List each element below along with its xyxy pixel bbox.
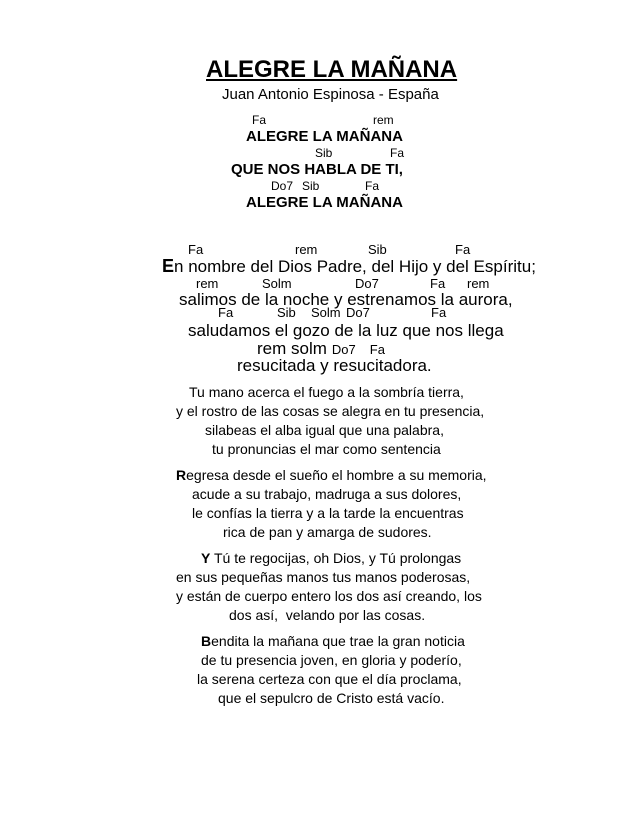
lyric-line xyxy=(162,257,536,275)
chord: Do7 xyxy=(346,305,370,320)
chord: Fa xyxy=(218,305,234,320)
chord: Fa xyxy=(455,242,471,257)
verse-line xyxy=(176,468,487,482)
chord: Fa xyxy=(188,242,204,257)
verse-line: dos así, velando por las cosas. xyxy=(229,607,426,623)
chord: Fa xyxy=(431,305,447,320)
verse-line: la serena certeza con que el día proclama, xyxy=(197,671,462,687)
chord: rem xyxy=(373,113,394,127)
lyric-line: saludamos el gozo de la luz que nos llega xyxy=(188,321,504,340)
chord: Solm xyxy=(311,305,341,320)
chord: Fa xyxy=(252,113,267,127)
song-title: ALEGRE LA MAÑANA xyxy=(206,56,458,83)
verse-line: rica de pan y amarga de sudores. xyxy=(223,524,432,540)
drop-initial: Y xyxy=(201,550,211,566)
song-author: Juan Antonio Espinosa - España xyxy=(222,86,439,103)
verse-text: endita la mañana que trae la gran noticia xyxy=(211,633,465,649)
chord: Do7 xyxy=(331,342,356,357)
chord: Fa xyxy=(430,276,446,291)
chord: Sib xyxy=(368,242,387,257)
chord: Fa xyxy=(390,146,405,160)
verse-line: en sus pequeñas manos tus manos poderosas, xyxy=(176,569,471,585)
chord: rem xyxy=(196,276,219,291)
chord: Solm xyxy=(262,276,292,291)
verse-text: Tú te regocijas, oh Dios, y Tú prolongas xyxy=(210,550,462,566)
verse-line: acude a su trabajo, madruga a sus dolores, xyxy=(192,486,462,502)
chord: Do7 xyxy=(271,179,294,193)
refrain-line: ALEGRE LA MAÑANA xyxy=(246,128,403,145)
chord: Fa xyxy=(369,342,385,357)
lyric-line: salimos de la noche y estrenamos la aurora, xyxy=(179,290,513,309)
verse-line: tu pronuncias el mar como sentencia xyxy=(212,441,441,457)
chord-line xyxy=(257,340,385,357)
verse-line: y el rostro de las cosas se alegra en tu presencia, xyxy=(176,403,485,419)
refrain-line: QUE NOS HABLA DE TI, xyxy=(231,161,403,178)
chord: Sib xyxy=(315,146,333,160)
verse-line: que el sepulcro de Cristo está vacío. xyxy=(218,690,445,706)
chord: rem xyxy=(295,242,318,257)
drop-initial: E xyxy=(162,256,175,276)
chord: Sib xyxy=(302,179,320,193)
verse-line: le confías la tierra y a la tarde la encuentras xyxy=(192,505,464,521)
verse-line: Tu mano acerca el fuego a la sombría tierra, xyxy=(189,384,464,400)
chord-text: rem solm xyxy=(257,339,327,358)
chord: Do7 xyxy=(355,276,379,291)
drop-initial: R xyxy=(176,467,187,483)
verse-text: egresa desde el sueño el hombre a su memoria, xyxy=(186,467,487,483)
refrain-line: ALEGRE LA MAÑANA xyxy=(246,194,403,211)
drop-initial: B xyxy=(201,633,212,649)
verse-line xyxy=(201,551,461,565)
chord: Fa xyxy=(365,179,380,193)
chord: rem xyxy=(467,276,490,291)
verse-line: de tu presencia joven, en gloria y poderío, xyxy=(201,652,462,668)
lyric-text: n nombre del Dios Padre, del Hijo y del Espíritu; xyxy=(174,257,536,276)
verse-line xyxy=(201,634,465,648)
verse-line: silabeas el alba igual que una palabra, xyxy=(205,422,444,438)
lyric-line: resucitada y resucitadora. xyxy=(237,356,432,375)
verse-line: y están de cuerpo entero los dos así creando, los xyxy=(176,588,482,604)
chord: Sib xyxy=(277,305,296,320)
